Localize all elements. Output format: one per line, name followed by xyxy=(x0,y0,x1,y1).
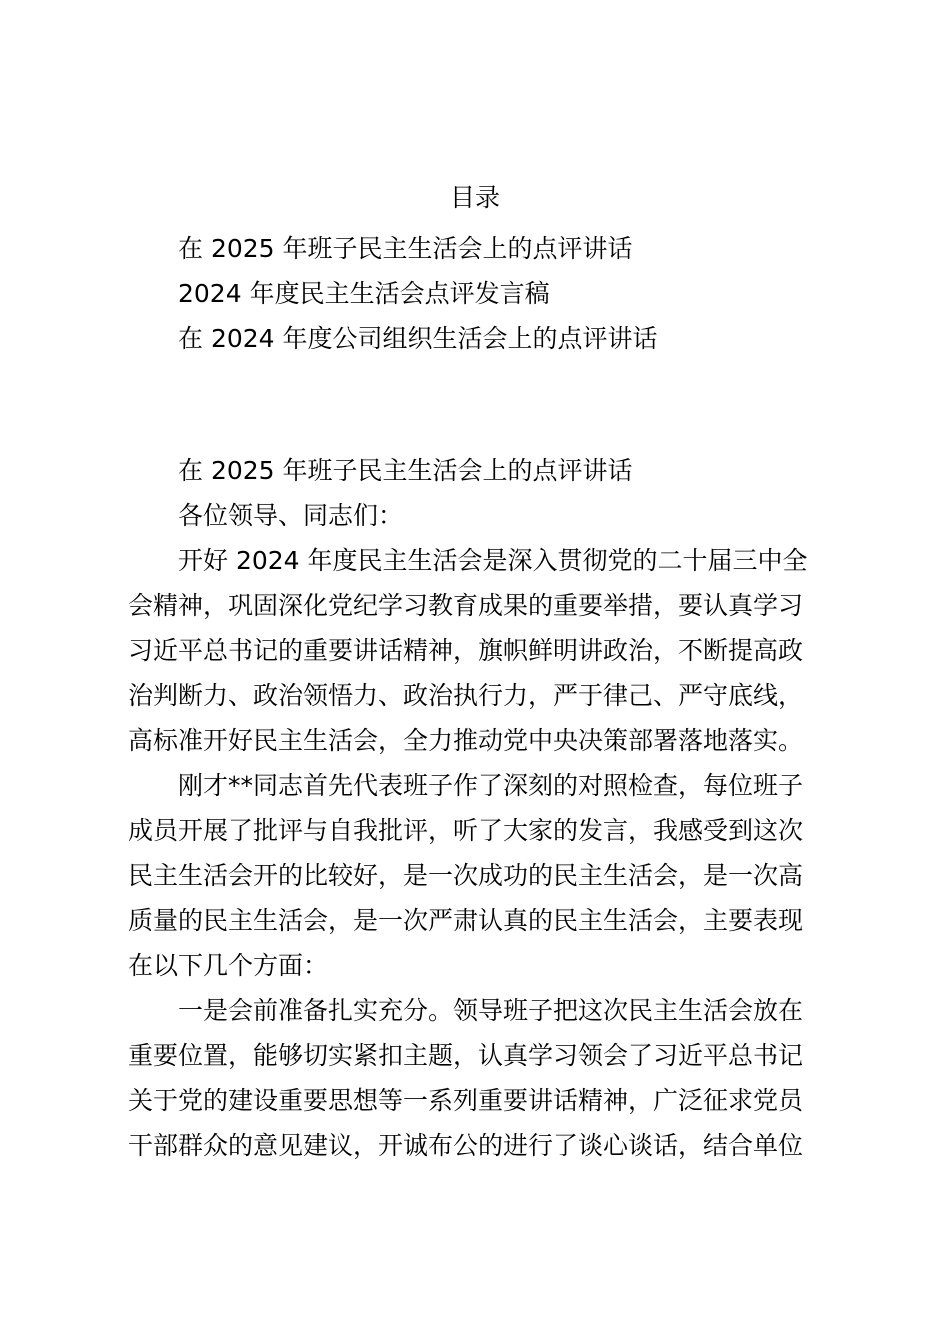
article-body xyxy=(128,448,818,1168)
paragraph-2 xyxy=(128,763,818,988)
paragraph-line: 高标准开好民主生活会，全力推动党中央决策部署落地落实。 xyxy=(128,726,804,755)
paragraph-line: 民主生活会开的比较好，是一次成功的民主生活会，是一次高 xyxy=(128,861,804,890)
paragraph-line: 干部群众的意见建议，开诚布公的进行了谈心谈话，结合单位 xyxy=(128,1131,804,1160)
paragraph-line: 开好 2024 年度民主生活会是深入贯彻党的二十届三中全 xyxy=(178,546,808,575)
toc-title: 目录 xyxy=(449,183,500,212)
paragraph-line: 会精神，巩固深化党纪学习教育成果的重要举措，要认真学习 xyxy=(128,591,804,620)
paragraph-line: 习近平总书记的重要讲话精神，旗帜鲜明讲政治，不断提高政 xyxy=(128,636,804,665)
article-title: 在 2025 年班子民主生活会上的点评讲话 xyxy=(178,456,633,485)
paragraph-3 xyxy=(128,988,818,1168)
paragraph-line: 治判断力、政治领悟力、政治执行力，严于律己、严守底线， xyxy=(128,681,804,710)
salutation: 各位领导、同志们： xyxy=(178,501,404,530)
toc-list xyxy=(178,226,658,361)
toc-item: 在 2024 年度公司组织生活会上的点评讲话 xyxy=(178,324,658,353)
paragraph-line: 一是会前准备扎实充分。领导班子把这次民主生活会放在 xyxy=(178,996,804,1025)
paragraph-line: 刚才**同志首先代表班子作了深刻的对照检查，每位班子 xyxy=(178,771,804,800)
toc-item: 在 2025 年班子民主生活会上的点评讲话 xyxy=(178,234,633,263)
paragraph-line: 关于党的建设重要思想等一系列重要讲话精神，广泛征求党员 xyxy=(128,1086,804,1115)
paragraph-line: 在以下几个方面： xyxy=(128,951,329,980)
paragraph-line: 成员开展了批评与自我批评，听了大家的发言，我感受到这次 xyxy=(128,816,804,845)
paragraph-line: 重要位置，能够切实紧扣主题，认真学习领会了习近平总书记 xyxy=(128,1041,804,1070)
toc-item: 2024 年度民主生活会点评发言稿 xyxy=(178,279,550,308)
paragraph-line: 质量的民主生活会，是一次严肃认真的民主生活会，主要表现 xyxy=(128,906,804,935)
paragraph-1 xyxy=(128,538,818,763)
